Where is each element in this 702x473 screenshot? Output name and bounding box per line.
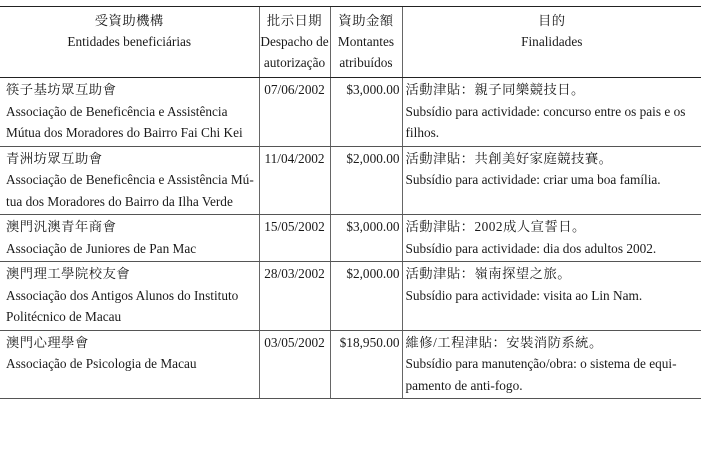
purpose-cell [402, 78, 701, 147]
entity-name-pt: Associação de Beneficência e Assistência Mú- [6, 172, 254, 187]
amount-cell: $18,950.00 [330, 330, 402, 399]
header-date-pt2: autorização [263, 55, 326, 70]
entity-cell [0, 215, 259, 262]
amount-cell: $3,000.00 [330, 215, 402, 262]
table-header-row [0, 7, 701, 78]
entity-name-pt: Associação de Psicologia de Macau [6, 356, 197, 371]
header-entities [0, 7, 259, 78]
purpose-pt: Subsídio para actividade: criar uma boa família. [405, 172, 661, 187]
entity-name-zh: 青洲坊眾互助會 [6, 150, 103, 166]
date-cell: 03/05/2002 [259, 330, 330, 399]
table-row [0, 78, 701, 147]
date-cell: 15/05/2002 [259, 215, 330, 262]
amount-cell: $2,000.00 [330, 262, 402, 331]
entity-cell [0, 146, 259, 215]
purpose-pt: Subsídio para actividade: concurso entre os pais e os [405, 103, 686, 119]
entity-name-zh: 澳門汎澳青年商會 [6, 219, 117, 234]
header-date-pt1: Despacho de [260, 34, 329, 49]
header-amount-pt2: atribuídos [339, 55, 393, 70]
header-entities-pt: Entidades beneficiárias [67, 34, 192, 49]
header-amount [330, 7, 402, 78]
entity-cell [0, 262, 259, 331]
purpose-cell [402, 146, 701, 215]
entity-name-pt: Associação dos Antigos Alunos do Instituto [6, 287, 239, 303]
subsidy-table [0, 6, 701, 399]
table-row [0, 215, 701, 262]
entity-cell [0, 330, 259, 399]
header-amount-zh: 資助金額 [338, 13, 394, 28]
purpose-pt-cont: pamento de anti-fogo. [405, 377, 523, 393]
date-cell: 07/06/2002 [259, 78, 330, 147]
amount-cell: $3,000.00 [330, 78, 402, 147]
entity-name-pt-cont: tua dos Moradores do Bairro da Ilha Verde [6, 193, 233, 209]
purpose-pt: Subsídio para actividade: dia dos adultos 2002. [405, 240, 657, 256]
entity-name-zh: 澳門心理學會 [6, 334, 89, 350]
entity-name-pt-cont: Mútua dos Moradores do Bairro Fai Chi Kei [6, 125, 243, 140]
entity-cell [0, 78, 259, 147]
entity-name-zh: 澳門理工學院校友會 [6, 266, 131, 281]
date-cell: 28/03/2002 [259, 262, 330, 331]
purpose-cell [402, 262, 701, 331]
table-row [0, 146, 701, 215]
header-purpose-zh: 目的 [537, 13, 566, 28]
date-cell: 11/04/2002 [259, 146, 330, 215]
table-row [0, 262, 701, 331]
purpose-zh: 維修/工程津貼：安裝消防系統。 [405, 334, 603, 350]
entity-name-pt: Associação de Beneficência e Assistência [6, 103, 228, 119]
entity-name-pt-cont: Politécnico de Macau [6, 309, 122, 324]
entity-name-zh: 筷子基坊眾互助會 [6, 82, 117, 97]
header-entities-zh: 受資助機構 [94, 13, 164, 28]
purpose-zh: 活動津貼：共創美好家庭競技賽。 [405, 150, 613, 166]
header-purpose-pt: Finalidades [521, 34, 583, 49]
purpose-zh: 活動津貼：親子同樂競技日。 [405, 82, 585, 97]
purpose-pt: Subsídio para manutenção/obra: o sistema de equi- [405, 356, 677, 371]
header-purpose [402, 7, 701, 78]
purpose-cell [402, 215, 701, 262]
entity-name-pt: Associação de Juniores de Pan Mac [6, 240, 197, 256]
purpose-cell [402, 330, 701, 399]
header-amount-pt1: Montantes [337, 34, 395, 49]
header-date [259, 7, 330, 78]
purpose-pt: Subsídio para actividade: visita ao Lin Nam. [405, 287, 643, 303]
purpose-zh: 活動津貼：嶺南探望之旅。 [405, 266, 572, 281]
purpose-pt-cont: filhos. [405, 125, 440, 140]
header-date-zh: 批示日期 [266, 13, 323, 28]
amount-cell: $2,000.00 [330, 146, 402, 215]
purpose-zh: 活動津貼：2002成人宣誓日。 [405, 219, 586, 234]
table-row [0, 330, 701, 399]
